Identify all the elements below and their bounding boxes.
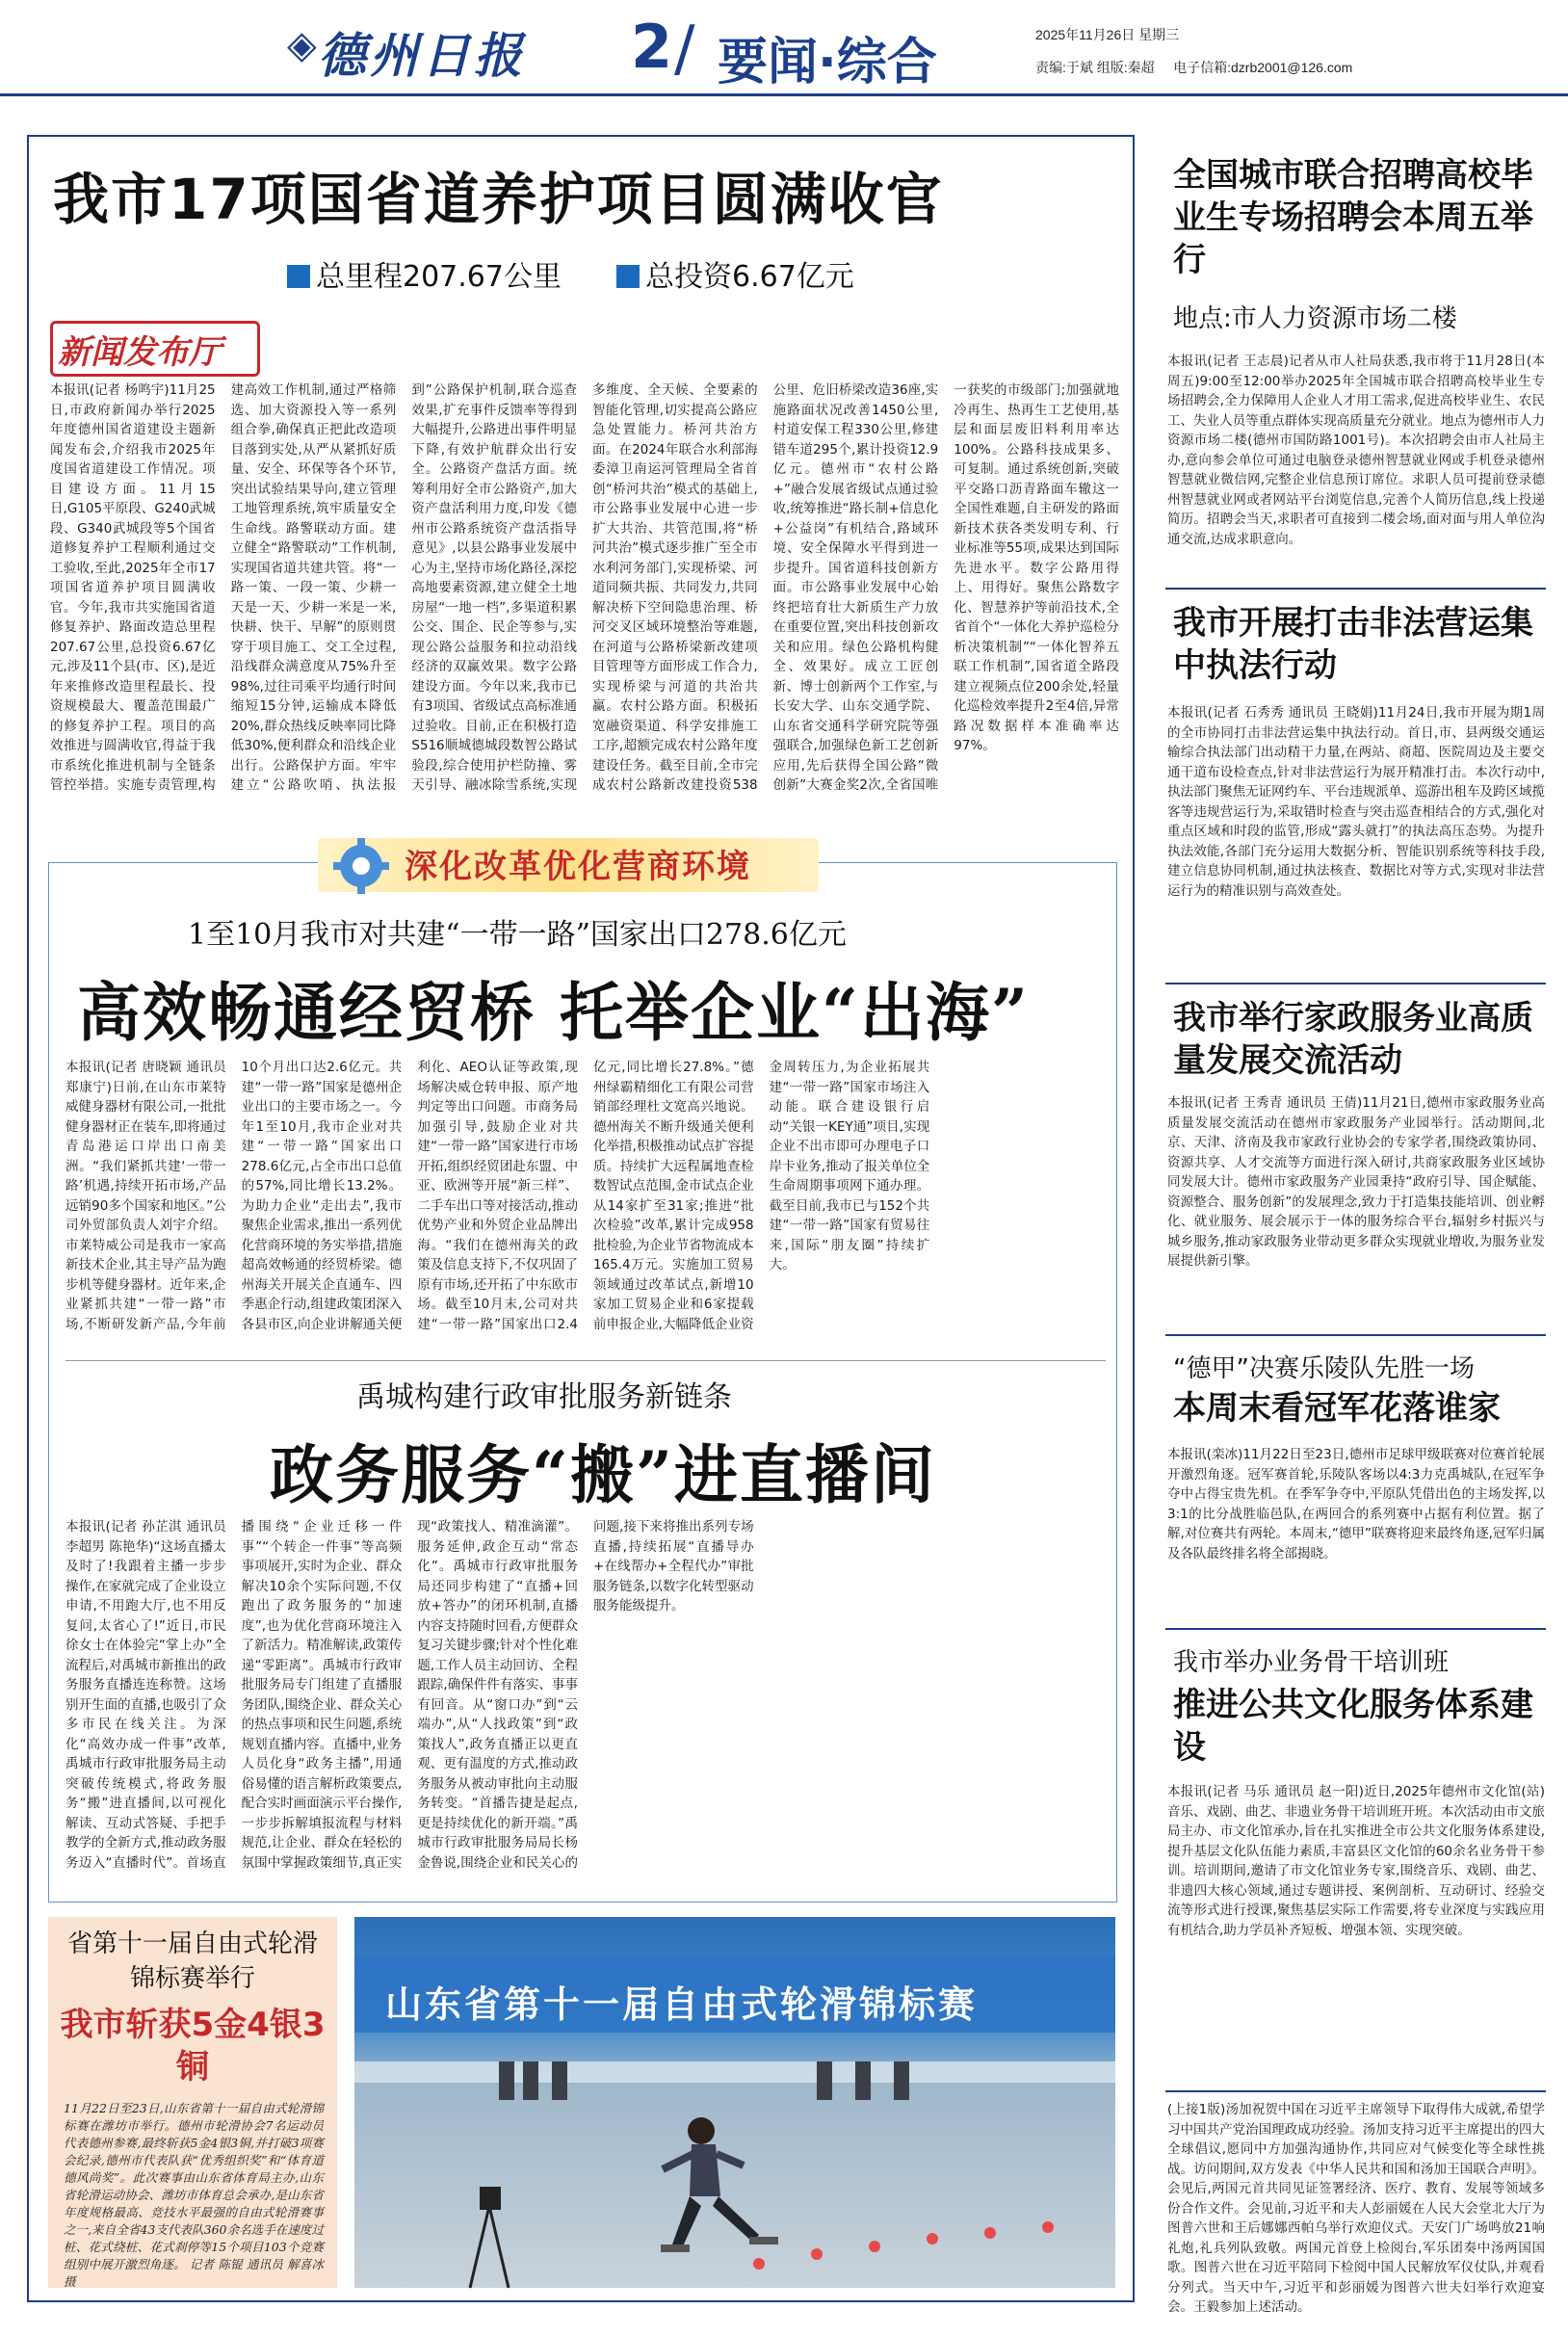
photo-banner-text: 山东省第十一届自由式轮滑锦标赛 xyxy=(385,1983,979,2026)
issue-date: 2025年11月26日 星期三 xyxy=(1035,27,1180,42)
sport-body: 本报讯(栾冰)11月22日至23日,德州市足球甲级联赛对位赛首轮展开激烈角逐。冠军赛首轮,乐陵队客场以4:3力克禹城队,在冠军争夺中占得宝贵先机。在季军争夺中,平原队凭借出色的主场发挥,以3:1的比分战胜临邑队,在两回合的系列赛中占据有利位置。据了解,对位赛共有两轮。本周末,“德甲”联赛将迎来最终角逐,冠军归属及各队最终排名将全部揭晓。 xyxy=(1167,1447,1545,1562)
job-body: 本报讯(记者 王志晨)记者从市人社局获悉,我市将于11月28日(本周五)9:00至12:00举办2025年全国城市联合招聘高校毕业生专场招聘会,全力保障用人企业人才用工需求,促进高校毕业生、农民工、失业人员等重点群体实现高质量充分就业。地点为德州市人力资源市场二楼(德州市国防路1001号)。本次招聘会由市人社局主办,意向参会单位可通过电脑登录德州智慧就业网或手机登录德州智慧就业微信网,完整企业信息预订席位。求职人员可提前登录德州智慧就业网或者网站平台浏览信息,完善个人简历信息,线上投递简历。招聘会当天,求职者可直接到二楼会场,面对面与用人单位沟通交流,达成求职意向。 xyxy=(1167,354,1545,547)
divider-line xyxy=(65,1360,1106,1361)
lead-subhead-investment xyxy=(616,252,854,295)
job-subtitle: 地点:市人力资源市场二楼 xyxy=(1173,304,1457,333)
culture-subtitle: 我市举办业务骨干培训班 xyxy=(1173,1648,1450,1677)
section-title: 要闻·综合 xyxy=(718,34,937,92)
trade-body: 本报讯(记者 唐晓颖 通讯员 郑康宁)日前,在山东市莱特威健身器材有限公司,一批批健身器材正在装车,即将通过青岛港运口岸出口南美洲。“我们紧抓共建‘一带一路’机遇,持续开拓市场,产品远销90多个国家和地区。”公司外贸部负责人刘宇介绍。市莱特威公司是我市一家高新技术企业,其主导产品为跑步机等健身器材。近年来,企业紧抓共建“一带一路”市场,不断研发新产品,今年前10个月出口达2.6亿元。共建“一带一路”国家是德州企业出口的主要市场之一。今年1至10月,我市企业对共建“一带一路”国家出口278.6亿元,占全市出口总值的57%,同比增长13.2%。为助力企业“走出去”,我市聚焦企业需求,推出一系列优化营商环境的务实举措,措施超高效畅通的经贸桥梁。德州海关开展关企直通车、四季惠企行动,组建政策团深入各县市区,向企业讲解通关便利化、AEO认证等政策,现场解决威仓转申报、原产地判定等出口问题。市商务局加强引导,鼓励企业对共建“一带一路”国家进行市场开拓,组织经贸团赴东盟、中亚、欧洲等开展“新三样”、二手车出口等对接活动,推动优势产业和外贸企业品牌出海。“我们在德州海关的政策及信息支持下,不仅巩固了原有市场,还开拓了中东欧市场。截至10月末,公司对共建“一带一路”国家出口2.4亿元,同比增长27.8%。”德州绿霸精细化工有限公司营销部经理杜文宽高兴地说。德州海关不断升级通关便利化举措,积极推动试点扩容提质。持续扩大远程属地查检数智试点范围,金市试点企业从14家扩至31家;推进“批次检验”改革,累计完成958批检验,为企业节省物流成本165.4万元。实施加工贸易领域通过改革试点,新增10家加工贸易企业和6家提载前申报企业,大幅降低企业资金周转压力,为企业拓展共建“一带一路”国家市场注入动能。联合建设银行启动“关银一KEY通”项目,实现企业不出市即可办理电子口岸卡业务,推动了报关单位全生命周期事项网下通办理。截至目前,我市已与152个共建“一带一路”国家有贸易往来,国际“朋友圈”持续扩大。 xyxy=(65,1060,930,1332)
lead-body: 本报讯(记者 杨鸣宇)11月25日,市政府新闻办举行2025年度德州国省道建设主题新闻发布会,介绍我市2025年度国省道建设工作情况。项目建设方面。11月15日,G105平原段、G240武城段、G340武城段等5个国省道修复养护工程顺利通过交工验收,至此,2025年全市17项国省道养护项目圆满收官。今年,我市共实施国省道修复养护、路面改造总里程207.67公里,总投资6.67亿元,涉及11个县(市、区),是近年来推修改造里程最长、投资规模最大、覆盖范围最广的修复养护工程。项目的高效推进与圆满收官,得益于我市系统化推进机制与全链条管控举措。实施专责管理,构建高效工作机制,通过严格筛选、加大资源投入等一系列组合拳,确保真正把此改造项目落到实处,从严从紧抓好质量、安全、环保等各个环节,突出试验结果导向,建立管理工地管理系统,筑牢质量安全生命线。路警联动方面。建立健全“路警联动”工作机制,实现国省道共建共管。将“一路一策、一段一策、少耕一天是一天、少耕一米是一米,快耕、快干、早解”的原则贯穿于项目施工、交工全过程,沿线群众满意度从75%升至98%,过往司乘平均通行时间缩短15分钟,运输成本降低20%,群众热线反映率同比降低30%,便利群众和沿线企业出行。公路保护方面。牢牢建立“公路吹哨、执法报到”公路保护机制,联合巡查效果,扩充事件反馈率等得到大幅提升,公路进出事件明显下降,有效护航群众出行安全。公路资产盘活方面。统筹利用好全市公路资产,加大资产盘活利用力度,印发《德州市公路系统资产盘活指导意见》,以县公路事业发展中心为主,坚持市场化路径,深挖高地要素资源,建立健全土地房屋“一地一档”,多渠道积累公交、围企、民企等参与,实现公路公益服务和拉动沿线经济的双赢效果。数字公路建设方面。今年以来,我市已有3项国、省级试点高标准通过验收。目前,正在积极打造S516顺城德城段数智公路试验段,综合使用护栏防撞、雾天引导、融冰除雪系统,实现多维度、全天候、全要素的智能化管理,切实提高公路应急处置能力。桥河共治方面。在2024年联合水利部海委漳卫南运河管理局全省首创“桥河共治”模式的基础上,市公路事业发展中心进一步扩大共治、共管范围,将“桥河共治”模式逐步推广至全市水利河务部门,实现桥梁、河道同频共振、共同发力,共同解决桥下空间隐患治理、桥河交叉区域环境整治等难题,在河道与公路桥梁新改建项目管理等方面形成工作合力,实现桥梁与河道的共治共赢。农村公路方面。积极拓宽融资渠道、科学安排施工工序,超额完成农村公路年度建设任务。截至目前,全市完成农村公路新改建投资538公里、危旧桥梁改造36座,实施路面状况改善1450公里,村道安保工程330公里,修建错车道295个,累计投资12.9亿元。德州市“农村公路+”融合发展省级试点通过验收,统筹推进“路长制+信息化+公益岗”有机结合,路域环境、安全保障水平得到进一步提升。国省道科技创新方面。市公路事业发展中心始终把培育壮大新质生产力放在重要位置,突出科技创新攻关和应用。绿色公路机构健全、效果好。成立工匠创新、博士创新两个工作室,与长安大学、山东交通学院、山东省交通科学研究院等强强联合,加强绿色新工艺创新应用,先后获得全国公路“微创新”大赛金奖2次,全省国唯一获奖的市级部门;加强就地冷再生、热再生工艺使用,基层和面层废旧料利用率达100%。公路科技成果多、可复制。通过系统创新,突破平交路口沥青路面车辙这一全国性难题,自主研发的路面新技术获各类发明专利、行业标准等55项,成果达到国际先进水平。数字公路用得上、用得好。聚焦公路数字化、智慧养护等前沿技术,全省首个“一体化大养护巡检分析决策机制”“一体化智养五联工作机制”,国省道全路段建立视频点位200余处,轻量化巡检效率提升2至4倍,异常路况数据样本准确率达97%。 xyxy=(50,382,1119,793)
skate-subtitle: 省第十一届自由式轮滑锦标赛举行 xyxy=(66,1929,318,1993)
slash-divider: / xyxy=(674,13,695,85)
trade-headline: 高效畅通经贸桥 托举企业“出海” xyxy=(77,975,1030,1050)
editor-email: 电子信箱:dzrb2001@126.com xyxy=(1173,60,1353,75)
law-headline: 我市开展打击非法营运集中执法行动 xyxy=(1173,604,1533,685)
culture-headline: 推进公共文化服务体系建设 xyxy=(1173,1686,1533,1767)
skating-photo xyxy=(354,1917,1115,2288)
skate-body: 11月22日至23日,山东省第十一届自由式轮滑锦标赛在潍坊市举行。德州市轮滑协会7名运动员代表德州参赛,最终斩获5金4银3铜,并打破3项赛会纪录,德州市代表队获“优秀组织奖”和“体育道德风尚奖”。此次赛事由山东省体育局主办,山东省轮滑运动协会、潍坊市体育总会承办,是山东省年度规格最高、竞技水平最强的自由式轮滑赛事之一,来自全省43支代表队360余名选手在速度过桩、花式绕桩、花式刹停等15个项目103个竞赛组别中展开激烈角逐。 记者 陈锟 通讯员 解喜冰 摄 xyxy=(64,2101,324,2289)
badge-spacer xyxy=(50,318,272,376)
page-number: 2 xyxy=(631,12,673,82)
gov-body-flow xyxy=(65,1517,1106,1888)
section-banner-text: 深化改革优化营商环境 xyxy=(405,848,751,886)
newspaper-logo: 德州日报 xyxy=(318,27,526,84)
house-headline: 我市举行家政服务业高质量发展交流活动 xyxy=(1173,999,1533,1080)
newspaper-logo-icon: ◈ xyxy=(287,23,317,67)
editors xyxy=(1035,58,1352,77)
lead-headline: 我市17项国省道养护项目圆满收官 xyxy=(53,167,944,232)
gov-body: 本报讯(记者 孙芷淇 通讯员 李超男 陈艳华)“这场直播太及时了!我跟着主播一步步操作,在家就完成了企业设立申请,不用跑大厅,也不用反复问,太省心了!”近日,市民徐女士在体验完“掌上办”全流程后,对禹城市新推出的政务服务直播连连称赞。这场别开生面的直播,也吸引了众多市民在线关注。为深化“高效办成一件事”改革,禹城市行政审批服务局主动突破传统模式,将政务服务“搬”进直播间,以可视化解读、互动式答疑、手把手教学的全新方式,推动政务服务迈入“直播时代”。首场直播围绕“企业迁移一件事”“个转企一件事”等高频事项展开,实时为企业、群众解决10余个实际问题,不仅跑出了政务服务的“加速度”,也为优化营商环境注入了新活力。精准解读,政策传递“零距离”。禹城市行政审批服务局专门组建了直播服务团队,围绕企业、群众关心的热点事项和民生问题,系统规划直播内容。直播中,业务人员化身“政务主播”,用通俗易懂的语言解析政策要点,配合实时画面演示平台操作,一步步拆解填报流程与材料规范,让企业、群众在轻松的氛围中掌握政策细节,真正实现“政策找人、精准滴灌”。服务延伸,政企互动“常态化”。禹城市行政审批服务局还同步构建了“直播+回放+答办”的闭环机制,直播内容支持随时回看,方便群众复习关键步骤;针对个性化难题,工作人员主动回访、全程跟踪,确保件件有落实、事事有回音。从“窗口办”到“云端办”,从“人找政策”到“政策找人”,政务直播正以更直观、更有温度的方式,推动政务服务从被动审批向主动服务转变。“首播告捷是起点,更是持续优化的新开端。”禹城市行政审批服务局局长杨金鲁说,围绕企业和民关心的问题,接下来将推出系列专场直播,持续拓展“直播导办+在线帮办+全程代办”审批服务链条,以数字化转型驱动服务能级提升。 xyxy=(65,1519,754,1871)
side-divider xyxy=(1165,983,1546,984)
sport-subtitle: “德甲”决赛乐陵队先胜一场 xyxy=(1173,1354,1475,1383)
lead-body-flow xyxy=(50,381,1119,804)
side-divider xyxy=(1165,1334,1546,1336)
culture-body: 本报讯(记者 马乐 通讯员 赵一阳)近日,2025年德州市文化馆(站)音乐、戏剧、曲艺、非遗业务骨干培训班开班。本次活动由市文旅局主办、市文化馆承办,旨在扎实推进全市公共文化服务体系建设,提升基层文化队伍能力素质,丰富县区文化馆的60余名业务骨干参训。培训期间,邀请了市文化馆业务专家,围绕音乐、戏剧、曲艺、非遗四大核心领域,通过专题讲授、案例剖析、互动研讨、经验交流等形式进行授课,聚焦基层实际工作需要,将专业深度与实践应用有机结合,助力学员补齐短板、增强本领、实现突破。 xyxy=(1167,1784,1545,1938)
press-conference-badge-text: 新闻发布厅 xyxy=(58,333,222,372)
trade-body-flow xyxy=(65,1058,1106,1347)
house-body: 本报讯(记者 王秀青 通讯员 王倩)11月21日,德州市家政服务业高质量发展交流活动在德州市家政服务产业园举行。活动期间,北京、天津、济南及我市家政行业协会的专家学者,围绕政策协同、资源共享、人才交流等方面进行深入研讨,共商家政服务业区域协同发展大计。德州市家政服务产业园秉持“政府引导、国企赋能、资源整合、服务创新”的发展理念,致力于打造集技能培训、创业孵化、就业服务、展会展示于一体的服务综合平台,辐射乡村振兴与城乡服务,推动家政服务业带动更多群众实现就业增收,为服务业发展提供新引擎。 xyxy=(1167,1095,1545,1269)
gov-headline: 政务服务“搬”进直播间 xyxy=(270,1437,936,1512)
gov-subtitle: 禹城构建行政审批服务新链条 xyxy=(356,1380,732,1414)
gear-hands-icon xyxy=(327,832,395,900)
editors-text: 责编:于斌 组版:秦超 xyxy=(1035,60,1155,75)
square-bullet-icon xyxy=(616,265,640,288)
continued-body: (上接1版)汤加祝贺中国在习近平主席领导下取得伟大成就,希望学习中国共产党治国理政成功经验。汤加支持习近平主席提出的四大全球倡议,愿同中方加强沟通协作,共同应对气候变化等全球性挑战。访问期间,双方发表《中华人民共和国和汤加王国联合声明》。会见后,两国元首共同见证签署经济、医疗、教育、发展等领域多份合作文件。会见前,习近平和夫人彭丽媛在人民大会堂北大厅为图普六世和王后娜娜西帕乌举行欢迎仪式。天安门广场鸣放21响礼炮,礼兵列队致敬。两国元首登上检阅台,军乐团奏中汤两国国歌。图普六世在习近平陪同下检阅中国人民解放军仪仗队,并观看分列式。当天中午,习近平和彭丽媛为图普六世夫妇举行欢迎宴会。王毅参加上述活动。 xyxy=(1167,2102,1545,2315)
skate-headline: 我市斩获5金4银3铜 xyxy=(60,2006,326,2087)
lead-subhead-mileage xyxy=(287,252,562,295)
lead-subhead-mileage-text: 总里程207.67公里 xyxy=(316,260,562,294)
side-divider xyxy=(1165,1628,1546,1630)
square-bullet-icon xyxy=(287,265,310,288)
side-divider xyxy=(1165,588,1546,590)
sport-headline: 本周末看冠军花落谁家 xyxy=(1173,1389,1501,1428)
lead-subhead-investment-text: 总投资6.67亿元 xyxy=(645,260,854,294)
law-body: 本报讯(记者 石秀秀 通讯员 王晓娟)11月24日,我市开展为期1周的全市协同打击非法营运集中执法行动。首日,市、县两级交通运输综合执法部门出动精干力量,在两站、商超、医院周边及主要交通干道布设检查点,针对非法营运行为展开精准打击。本次行动中,执法部门聚焦无证网约车、平台违规派单、巡游出租车及跨区域揽客等违规营运行为,采取错时检查与突击巡查相结合的方式,强化对重点区域和时段的监管,形成“露头就打”的执法高压态势。为提升执法效能,各部门充分运用大数据分析、智能识别系统等科技手段,建立信息协同机制,通过执法核查、数据比对等方式,实现对非法营运行为的精准识别与高效查处。 xyxy=(1167,705,1545,899)
trade-subtitle: 1至10月我市对共建“一带一路”国家出口278.6亿元 xyxy=(188,918,847,952)
skater-photo-illustration xyxy=(354,1917,1115,2288)
job-headline: 全国城市联合招聘高校毕业生专场招聘会本周五举行 xyxy=(1173,156,1533,279)
